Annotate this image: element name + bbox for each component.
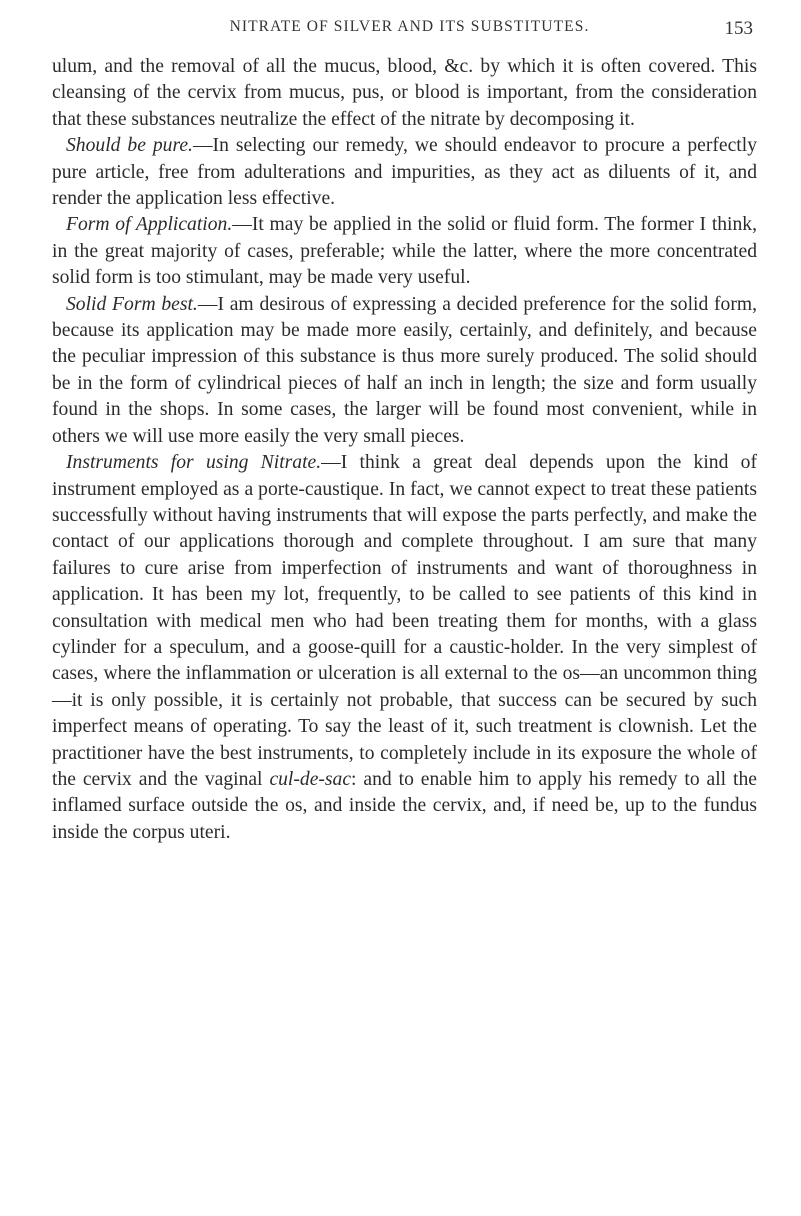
- paragraph-text: —It may be applied in the solid or fluid form. The former I think, in the great majority of cases, preferable; while the latter, where the more concentrated solid form is too stimulant, may be made very useful.: [52, 214, 757, 289]
- page-number: 153: [724, 18, 753, 39]
- section-heading: Form of Application.: [66, 214, 233, 236]
- paragraph-text: —I am desirous of expressing a decided preference for the solid form, because its application may be made more easily, certainly, and definitely, and because the peculiar impression of this substance is thus more surely produced. The solid should be in the form of cylindrical pieces of half an inch in length; the size and form usually found in the shops. In some cases, the larger will be found most convenient, while in others we will use more easily the very small pieces.: [52, 293, 758, 447]
- paragraph-solid-form-best: [52, 292, 757, 450]
- section-heading: Solid Form best.: [66, 293, 198, 315]
- running-header: [52, 18, 757, 44]
- paragraph-continuation: [52, 54, 757, 133]
- paragraph-text: —In selecting our remedy, we should endeavor to procure a perfectly pure article, free from adulterations and impurities, as they act as diluents of it, and render the application less effective.: [52, 135, 757, 210]
- section-heading: Should be pure.: [66, 135, 193, 157]
- paragraph-text: —I think a great deal depends upon the kind of instrument employed as a porte-caustique. In fact, we cannot expect to treat these patients successfully without having instruments that will expose the parts perfectly, and make the contact of our applications thorough and complete throughout. I am sure that many failures to cure arise from imperfection of instruments and want of thoroughness in application. It has been my lot, frequently, to be called to see patients of this kind in consultation with medical men who had been treating them for months, with a glass cylinder for a speculum, and a goose-quill for a caustic-holder. In the very simplest of cases, where the inflammation or ulceration is all external to the os—an uncommon thing—it is only possible, it is certainly not probable, that success can be secured by such imperfect means of operating. To say the least of it, such treatment is clownish. Let the practitioner have the best instruments, to completely include in its exposure the whole of the cervix and the vaginal: [52, 452, 757, 790]
- paragraph-form-of-application: [52, 212, 757, 291]
- section-heading: Instruments for using Nitrate.: [66, 452, 322, 474]
- paragraph-text: ulum, and the removal of all the mucus, blood, &c. by which it is often covered. This cleansing of the cervix from mucus, pus, or blood is important, from the consideration that these substances neutralize the effect of the nitrate by decomposing it.: [52, 56, 757, 130]
- running-title: NITRATE OF SILVER AND ITS SUBSTITUTES.: [229, 18, 590, 35]
- italic-term: cul-de-sac: [269, 768, 352, 790]
- paragraph-instruments: [52, 450, 757, 846]
- paragraph-text-tail: : and to enable him to apply his remedy to all the inflamed surface outside the os, and inside the cervix, and, if need be, up to the fundus inside the corpus uteri.: [52, 768, 757, 843]
- paragraph-should-be-pure: [52, 133, 757, 212]
- body-text: [52, 54, 757, 846]
